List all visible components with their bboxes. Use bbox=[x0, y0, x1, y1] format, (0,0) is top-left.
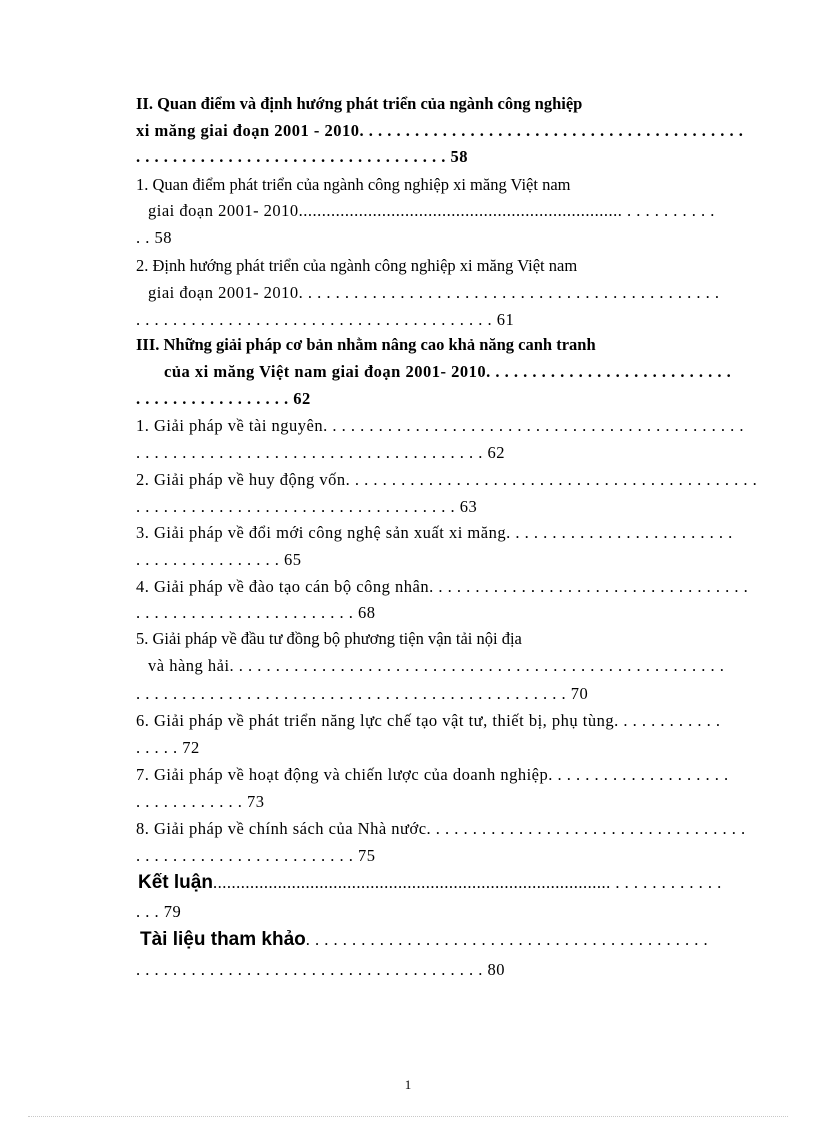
toc-heading-ii: II. Quan điểm và định hướng phát triển của ngành công nghiệp bbox=[136, 94, 583, 113]
toc-item-ii-1-cont: giai đoạn 2001- 2010...................................................................... . . . . . . . . . . bbox=[148, 201, 715, 220]
toc-item-iii-5-cont: và hàng hải. . . . . . . . . . . . . . . . . . . . . . . . . . . . . . . . . . . . . . . . . . . . . . . . . . . . . . bbox=[148, 656, 725, 675]
toc-item-iii-6: 6. Giải pháp về phát triển năng lực chế tạo vật tư, thiết bị, phụ tùng. . . . . . . . . . . . bbox=[136, 711, 721, 730]
toc-conclusion-leader: ...................................................................................... . . . . . . . . . . . . bbox=[212, 873, 722, 892]
toc-item-ii-1-page: . . 58 bbox=[136, 228, 172, 247]
toc-references-page: . . . . . . . . . . . . . . . . . . . . . . . . . . . . . . . . . . . . . . 80 bbox=[136, 960, 505, 979]
toc-references-leader: . . . . . . . . . . . . . . . . . . . . . . . . . . . . . . . . . . . . . . . . . . . . bbox=[305, 930, 709, 949]
toc-item-iii-8-page: . . . . . . . . . . . . . . . . . . . . . . . . 75 bbox=[136, 846, 376, 865]
toc-item-iii-7-page: . . . . . . . . . . . . 73 bbox=[136, 792, 265, 811]
toc-item-iii-2-page: . . . . . . . . . . . . . . . . . . . . . . . . . . . . . . . . . . . 63 bbox=[136, 497, 478, 516]
toc-item-iii-1: 1. Giải pháp về tài nguyên. . . . . . . . . . . . . . . . . . . . . . . . . . . . . . . . . . . . . . . . . . . . . . bbox=[136, 416, 744, 435]
toc-item-iii-1-page: . . . . . . . . . . . . . . . . . . . . . . . . . . . . . . . . . . . . . . 62 bbox=[136, 443, 505, 462]
toc-item-ii-1: 1. Quan điểm phát triển của ngành công nghiệp xi măng Việt nam bbox=[136, 175, 571, 194]
toc-item-ii-2: 2. Định hướng phát triển của ngành công nghiệp xi măng Việt nam bbox=[136, 256, 578, 275]
toc-item-ii-2-cont: giai đoạn 2001- 2010. . . . . . . . . . . . . . . . . . . . . . . . . . . . . . . . . . . . . . . . . . . . . . bbox=[148, 283, 720, 302]
page-number: 1 bbox=[404, 1077, 412, 1092]
page-bottom-divider bbox=[28, 1116, 788, 1117]
toc-item-iii-3: 3. Giải pháp về đổi mới công nghệ sản xuất xi măng. . . . . . . . . . . . . . . . . . . . . . . . . bbox=[136, 523, 733, 542]
toc-item-ii-2-page: . . . . . . . . . . . . . . . . . . . . . . . . . . . . . . . . . . . . . . . 61 bbox=[136, 310, 515, 329]
toc-heading-iii-page: . . . . . . . . . . . . . . . . . 62 bbox=[136, 389, 311, 408]
toc-conclusion bbox=[138, 873, 758, 893]
toc-references bbox=[140, 930, 758, 950]
toc-item-iii-5-page: . . . . . . . . . . . . . . . . . . . . . . . . . . . . . . . . . . . . . . . . . . . . . . . 70 bbox=[136, 684, 589, 703]
toc-heading-ii-cont: xi măng giai đoạn 2001 - 2010. . . . . . . . . . . . . . . . . . . . . . . . . . . . . . . . . . . . . . . . . . bbox=[136, 121, 744, 140]
toc-heading-ii-page: . . . . . . . . . . . . . . . . . . . . . . . . . . . . . . . . . . 58 bbox=[136, 147, 468, 166]
toc-item-iii-5: 5. Giải pháp về đầu tư đồng bộ phương tiện vận tải nội địa bbox=[136, 629, 522, 648]
toc-item-iii-2: 2. Giải pháp về huy động vốn. . . . . . . . . . . . . . . . . . . . . . . . . . . . . . . . . . . . . . . . . . . . . bbox=[136, 470, 758, 489]
toc-item-iii-8: 8. Giải pháp về chính sách của Nhà nước. . . . . . . . . . . . . . . . . . . . . . . . . . . . . . . . . . . bbox=[136, 819, 746, 838]
toc-conclusion-page: . . . 79 bbox=[136, 902, 182, 921]
toc-item-iii-7: 7. Giải pháp về hoạt động và chiến lược của doanh nghiệp. . . . . . . . . . . . . . . . . . . . bbox=[136, 765, 729, 784]
toc-item-iii-6-page: . . . . . 72 bbox=[136, 738, 200, 757]
toc-heading-iii-cont: của xi măng Việt nam giai đoạn 2001- 2010. . . . . . . . . . . . . . . . . . . . . . . . . . . bbox=[164, 362, 732, 381]
toc-item-iii-4-page: . . . . . . . . . . . . . . . . . . . . . . . . 68 bbox=[136, 603, 376, 622]
toc-item-iii-4: 4. Giải pháp về đào tạo cán bộ công nhân. . . . . . . . . . . . . . . . . . . . . . . . . . . . . . . . . . . bbox=[136, 577, 749, 596]
toc-heading-iii: III. Những giải pháp cơ bản nhằm nâng cao khả năng canh tranh bbox=[136, 335, 596, 354]
toc-item-iii-3-page: . . . . . . . . . . . . . . . . 65 bbox=[136, 550, 302, 569]
toc-references-title: Tài liệu tham khảo bbox=[140, 930, 306, 950]
toc-conclusion-title: Kết luận bbox=[138, 873, 213, 893]
